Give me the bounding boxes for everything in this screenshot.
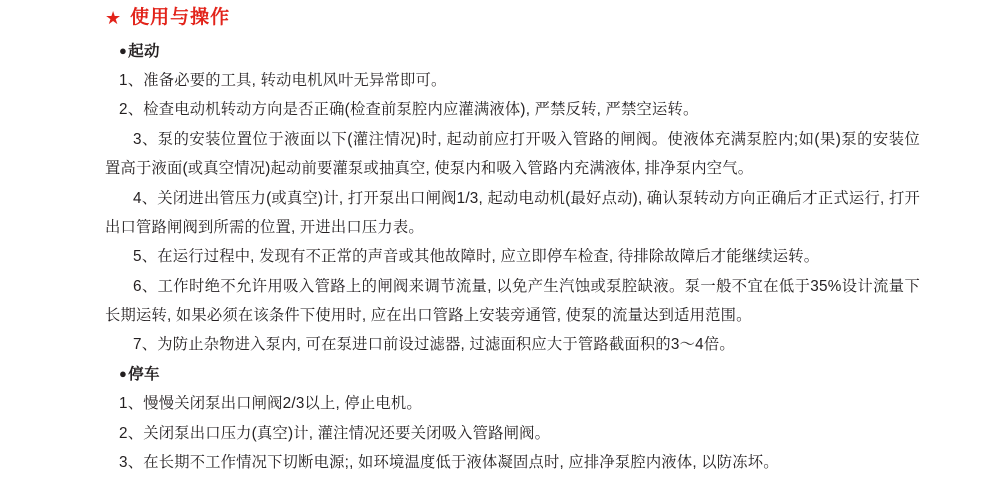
paragraph-start-6: 6、工作时绝不允许用吸入管路上的闸阀来调节流量, 以免产生汽蚀或泵腔缺液。泵一般不宜在低于35%设计流量下长期运转, 如果必须在该条件下使用时, 应在出口管路上安装旁通管, 使泵的流量达到适用范围。 [105,277,920,324]
section-title: 使用与操作 [130,7,231,28]
paragraph-start-3: 3、泵的安装位置位于液面以下(灌注情况)时, 起动前应打开吸入管路的闸阀。使液体充满泵腔内;如(果)泵的安装位置高于液面(或真空情况)起动前要灌泵或抽真空, 使泵内和吸入管路内充满液体, 排净泵内空气。 [105,130,920,178]
bullet-dot-icon: ● [119,42,128,58]
paragraph-stop-2: 2、关闭泵出口压力(真空)计, 灌注情况还要关闭吸入管路闸阀。 [119,424,551,442]
section-heading [105,6,920,31]
subheading-start-label: 起动 [128,42,160,60]
subheading-stop-label: 停车 [128,365,160,383]
document-content [105,0,920,477]
paragraph-start-5: 5、在运行过程中, 发现有不正常的声音或其他故障时, 应立即停车检查, 待排除故障后才能继续运转。 [133,248,820,266]
paragraph-start-2: 2、检查电动机转动方向是否正确(检查前泵腔内应灌满液体), 严禁反转, 严禁空运转。 [119,101,699,119]
paragraph-stop-1: 1、慢慢关闭泵出口闸阀2/3以上, 停止电机。 [119,395,422,413]
paragraph-stop-3: 3、在长期不工作情况下切断电源;, 如环境温度低于液体凝固点时, 应排净泵腔内液体, 以防冻坏。 [119,453,779,471]
star-icon: ★ [105,8,122,29]
bullet-dot-icon: ● [119,365,128,381]
paragraph-start-4: 4、关闭进出管压力(或真空)计, 打开泵出口闸阀1/3, 起动电动机(最好点动), 确认泵转动方向正确后才正式运行, 打开出口管路闸阀到所需的位置, 开进出口压力表。 [105,189,920,236]
subheading-stop [119,360,920,389]
paragraph-start-7: 7、为防止杂物进入泵内, 可在泵进口前设过滤器, 过滤面积应大于管路截面积的3～4倍。 [133,336,735,354]
paragraph-start-1: 1、准备必要的工具, 转动电机风叶无异常即可。 [119,72,447,90]
subheading-start [119,37,920,66]
